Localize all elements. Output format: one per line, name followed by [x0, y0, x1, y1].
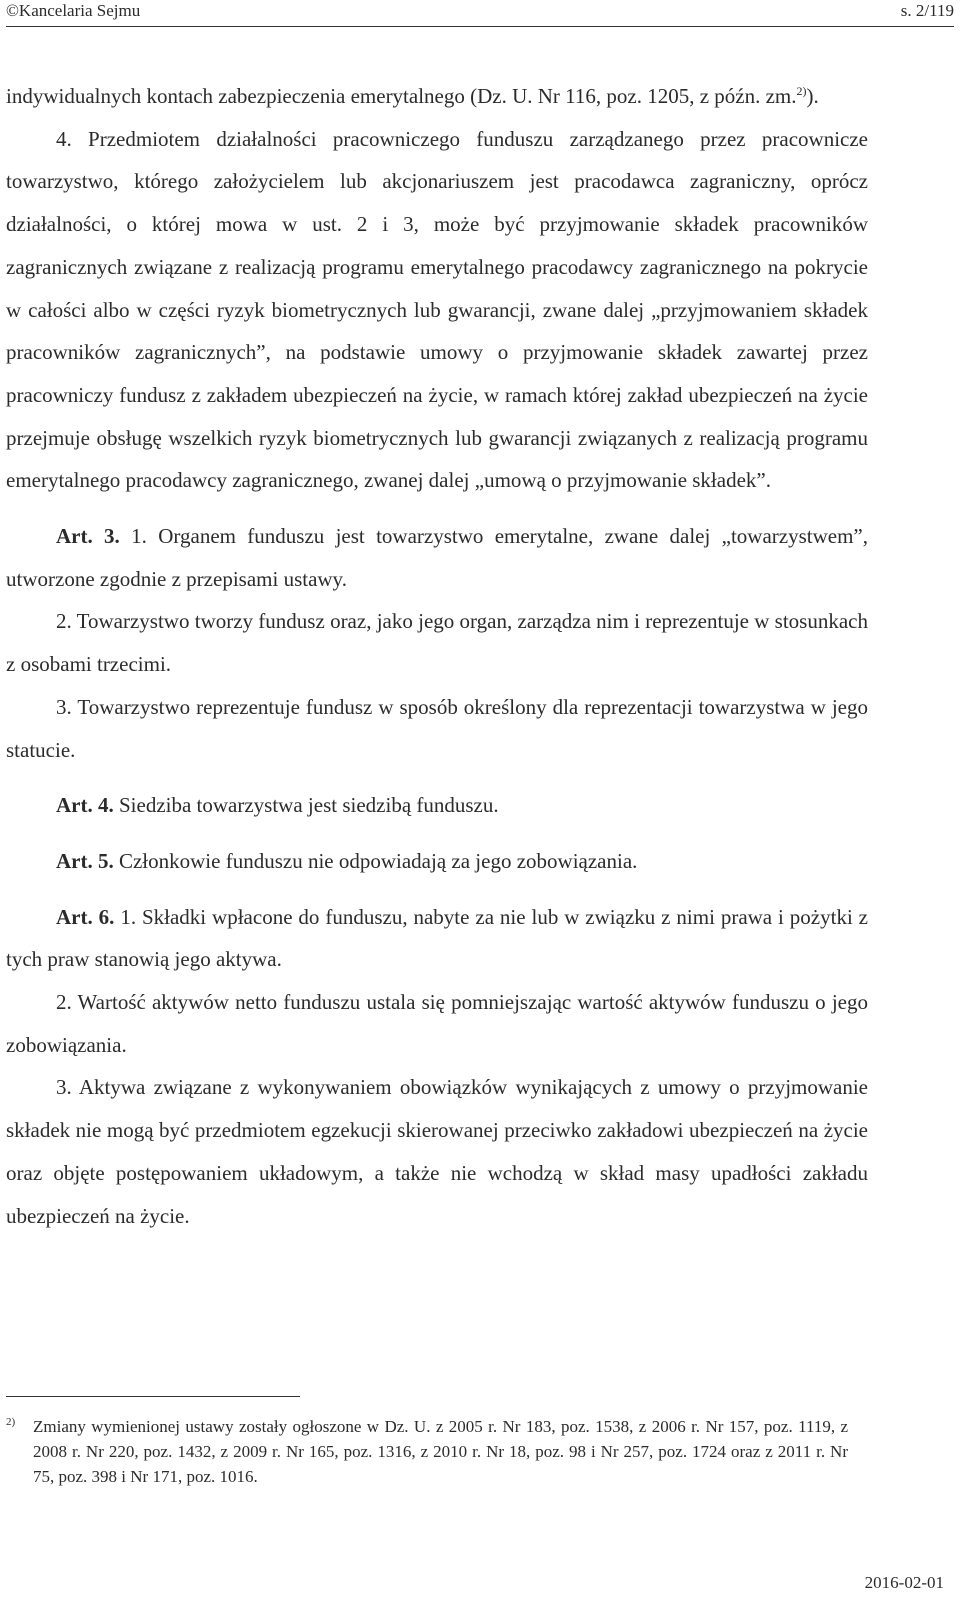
publisher-label: ©Kancelaria Sejmu	[6, 1, 141, 20]
art-4-label: Art. 4.	[56, 793, 114, 818]
continuation-tail: ).	[806, 84, 819, 108]
art-6-paragraph-3: 3. Aktywa związane z wykonywaniem obowiązków wynikających z umowy o przyjmowanie składek nie mogą być przedmiotem egzekucji skierowanej przeciwko zakładowi ubezpieczeń na życie oraz objęte postępowaniem układowym, a także nie wchodzą w skład masy upadłości zakładu ubezpieczeń na życie.	[6, 1075, 868, 1228]
art-3-paragraph-1	[6, 515, 868, 600]
art-5-label: Art. 5.	[56, 848, 114, 873]
footnote	[6, 1414, 848, 1489]
art-3-text-1: 1. Organem funduszu jest towarzystwo emerytalne, zwane dalej „towarzystwem”, utworzone zgodnie z przepisami ustawy.	[6, 524, 868, 591]
page-number: s. 2/119	[900, 1, 954, 20]
paragraph-4: 4. Przedmiotem działalności pracowniczego funduszu zarządzanego przez pracownicze towarzystwo, którego założycielem lub akcjonariuszem jest pracodawca zagraniczny, oprócz działalności, o której mowa w ust. 2 i 3, może być przyjmowanie składek pracowników zagranicznych związane z realizacją programu emerytalnego pracodawcy zagranicznego na pokrycie w całości albo w części ryzyk biometrycznych lub gwarancji, zwane dalej „przyjmowaniem składek pracowników zagranicznych”, na podstawie umowy o przyjmowanie składek zawartej przez pracowniczy fundusz z zakładem ubezpieczeń na życie, w ramach której zakład ubezpieczeń na życie przejmuje obsługę wszelkich ryzyk biometrycznych lub gwarancji związanych z realizacją programu emerytalnego pracodawcy zagranicznego, zwanej dalej „umową o przyjmowanie składek”.	[6, 126, 868, 493]
continuation-text: indywidualnych kontach zabezpieczenia emerytalnego (Dz. U. Nr 116, poz. 1205, z późn. zm.	[6, 84, 797, 108]
footnote-mark: 2)	[6, 1416, 16, 1428]
art-3-paragraph-2: 2. Towarzystwo tworzy fundusz oraz, jako jego organ, zarządza nim i reprezentuje w stosunkach z osobami trzecimi.	[6, 609, 868, 677]
art-6-paragraph-2: 2. Wartość aktywów netto funduszu ustala się pomniejszając wartość aktywów funduszu o jego zobowiązania.	[6, 990, 868, 1057]
document-date: 2016-02-01	[864, 1573, 944, 1592]
art-3-label: Art. 3.	[56, 524, 120, 549]
page-header	[6, 0, 954, 27]
footnote-separator	[6, 1396, 300, 1397]
footnote-text: Zmiany wymienionej ustawy zostały ogłoszone w Dz. U. z 2005 r. Nr 183, poz. 1538, z 2006 r. Nr 157, poz. 1119, z 2008 r. Nr 220, poz. 1432, z 2009 r. Nr 165, poz. 1316, z 2010 r. Nr 18, poz. 98 i Nr 257, poz. 1724 oraz z 2011 r. Nr 75, poz. 398 i Nr 171, poz. 1016.	[33, 1417, 848, 1486]
art-5-paragraph	[6, 840, 868, 883]
art-6-label: Art. 6.	[56, 904, 115, 929]
art-6-text-1: 1. Składki wpłacone do funduszu, nabyte za nie lub w związku z nimi prawa i pożytki z tych praw stanowią jego aktywa.	[6, 904, 869, 972]
art-5-text: Członkowie funduszu nie odpowiadają za jego zobowiązania.	[118, 848, 638, 873]
art-4-paragraph	[6, 784, 868, 827]
continuation-paragraph	[6, 75, 868, 118]
art-4-text: Siedziba towarzystwa jest siedzibą funduszu.	[118, 793, 499, 818]
art-6-paragraph-1	[6, 896, 868, 981]
document-body	[6, 75, 868, 1237]
footnote-reference[interactable]: 2)	[796, 84, 807, 98]
art-3-paragraph-3: 3. Towarzystwo reprezentuje fundusz w sposób określony dla reprezentacji towarzystwa w jego statucie.	[6, 694, 868, 762]
